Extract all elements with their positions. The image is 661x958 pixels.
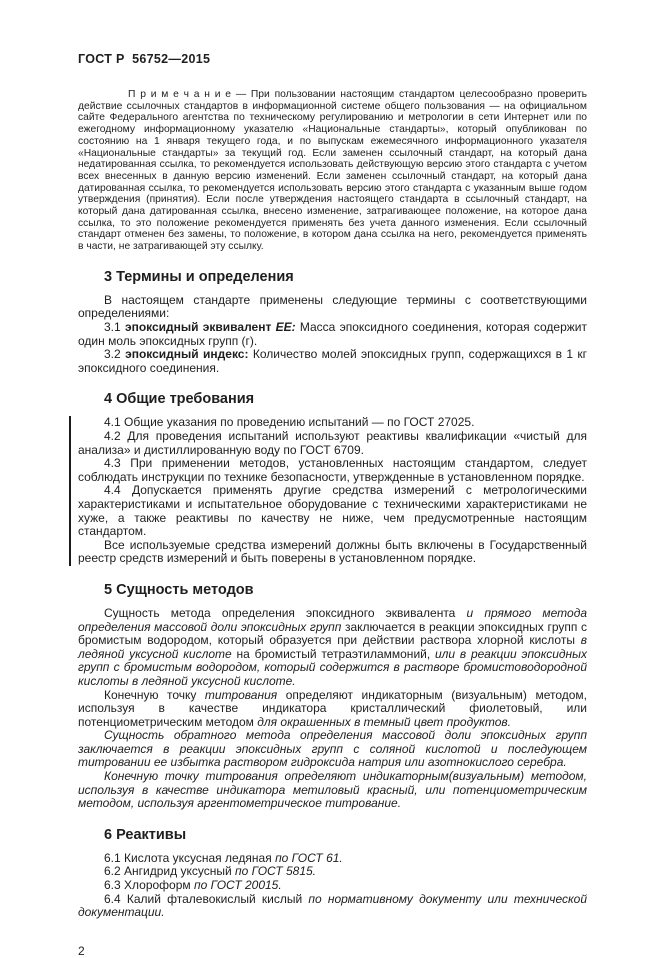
text-run: 6.4 Калий фталевокислый кислый <box>104 891 309 906</box>
text-run: 4.4 Допускается применять другие средства измерений с метрологическими характеристиками и испытательное оборудование с техническими характеристиками не хуже, а также реактивы по качеству не ниже, чем предусмотренные настоящим стандартом. <box>78 483 587 539</box>
section-6-heading: 6 Реактивы <box>104 826 187 843</box>
section-5-heading: 5 Сущность методов <box>104 581 254 598</box>
text-run: заключается в реакции эпоксидных групп с бромистым водородом, который образуется при действии раствора хлорной кислоты <box>78 619 587 648</box>
document-body <box>78 89 587 920</box>
term-3-2-paragraph <box>78 348 587 375</box>
text-run: 3.1 <box>104 320 125 335</box>
text-run: 4.1 Общие указания по проведению испытаний — по ГОСТ 27025. <box>104 415 475 430</box>
reagent-6-2-paragraph <box>78 865 587 879</box>
method-essence-paragraph-2 <box>78 689 587 730</box>
clause-4-1-paragraph <box>78 416 587 430</box>
text-run: по ГОСТ 5815. <box>234 864 317 879</box>
text-run: эпоксидный индекс: <box>125 347 249 362</box>
references-note-paragraph <box>78 89 587 253</box>
method-essence-paragraph-4 <box>78 770 587 811</box>
reagent-6-4-paragraph <box>78 893 587 920</box>
text-run: Конечную точку титрования определяют индикаторным(визуальным) методом, используя в качестве индикатора метиловый красный, или потенциометрическим методом, используя аргентометрическое титрование. <box>78 769 587 811</box>
text-run: по ГОСТ 20015. <box>193 878 282 893</box>
method-essence-paragraph-3 <box>78 729 587 770</box>
reagent-6-1-paragraph <box>78 852 587 866</box>
page-number: 2 <box>78 943 85 958</box>
section-3-heading: 3 Термины и определения <box>104 268 294 285</box>
text-run: П р и м е ч а н и е — При пользовании настоящим стандартом целесообразно проверить действие ссылочных стандартов в информационной системе общего пользования — на официальном сайте Федерального агентства по техническому регулированию и метрологии в сети Интернет или по ежегодному информационному указателю «Национальные стандарты», который опубликован по состоянию на 1 января текущего года, и по выпускам ежемесячного информационного указателя «Национальные стандарты» за текущий год. Если заменен ссылочный стандарт, на который дана недатированная ссылка, то рекомендуется использовать действующую версию этого стандарта с учетом всех внесенных в данную версию изменений. Если заменен ссылочный стандарт, на который дана датированная ссылка, то рекомендуется использовать версию этого стандарта с указанным выше годом утверждения (принятия). Если после утверждения настоящего стандарта в ссылочный стандарт, на который дана датированная ссылка, внесено изменение, затрагивающее положение, на которое дана ссылка, то это положение рекомендуется применять без учета данного изменения. Если ссылочный стандарт отменен без замены, то положение, в котором дана ссылка на него, рекомендуется применять в части, не затрагивающей эту ссылку. <box>78 89 587 253</box>
text-run: 3.2 <box>104 347 126 362</box>
clause-4-3-paragraph <box>78 457 587 484</box>
terms-intro-paragraph <box>78 294 587 321</box>
text-run: 4.3 При применении методов, установленных настоящим стандартом, следует соблюдать инструкции по технике безопасности, утвержденные в установленном порядке. <box>78 456 587 484</box>
text-run: ЕЕ: <box>275 320 296 335</box>
text-run: В настоящем стандарте применены следующие термины с соответствующими определениями: <box>78 292 587 321</box>
text-run: определяют индикаторным (визуальным) методом, используя в качестве индикатора кристаллический фиолетовый, или потенциометрическим методом <box>78 687 588 729</box>
text-run: Масса эпоксидного соединения, которая содержит один моль эпоксидных групп (г). <box>78 320 587 348</box>
document-header-designation: ГОСТ Р 56752—2015 <box>78 52 211 66</box>
text-run: в ледяной уксусной кислоте <box>78 633 587 661</box>
section-4-heading: 4 Общие требования <box>104 391 255 408</box>
text-run: 6.2 Ангидрид уксусный <box>104 864 235 879</box>
text-run: или в реакции эпоксидных групп с бромистым водородом, который содержится в растворе бромистоводородной кислоты в ледяной уксусной кислоте. <box>78 646 587 688</box>
text-run: Сущность метода определения эпоксидного эквивалента <box>104 605 467 620</box>
method-essence-paragraph-1 <box>78 607 587 689</box>
text-run: 6.1 Кислота уксусная ледяная <box>104 850 276 865</box>
clause-4-registry-paragraph <box>78 539 587 566</box>
clause-4-4-paragraph <box>78 484 587 538</box>
term-3-1-paragraph <box>78 321 587 348</box>
text-run: для окрашенных в темный цвет продуктов. <box>257 714 512 729</box>
text-run: Количество молей эпоксидных групп, содержащихся в 1 кг эпоксидного соединения. <box>78 347 588 375</box>
text-run: по нормативному документу или технической документации. <box>78 891 587 920</box>
text-run: эпоксидный эквивалент <box>124 320 276 335</box>
text-run: 4.2 Для проведения испытаний используют реактивы квалификации «чистый для анализа» и дистиллированную воду по ГОСТ 6709. <box>78 429 587 457</box>
text-run: титрования <box>204 687 286 702</box>
reagent-6-3-paragraph <box>78 879 587 893</box>
text-run: 6.3 Хлороформ <box>104 878 194 893</box>
text-run: и прямого метода определения массовой доли эпоксидных групп <box>78 605 587 634</box>
text-run: Сущность обратного метода определения массовой доли эпоксидных групп заключается в реакции эпоксидных групп с соляной кислотой и последующем титровании ее избытка раствором гидроксида натрия или азотнокислого серебра. <box>78 728 587 770</box>
text-run: Конечную точку <box>104 687 205 702</box>
change-marked-block <box>69 416 587 566</box>
text-run: на бромистый тетраэтиламмоний, <box>236 646 435 661</box>
clause-4-2-paragraph <box>78 430 587 457</box>
text-run: по ГОСТ 61. <box>275 850 343 865</box>
text-run: Все используемые средства измерений должны быть включены в Государственный реестр средств измерений и быть поверены в установленном порядке. <box>78 537 587 566</box>
